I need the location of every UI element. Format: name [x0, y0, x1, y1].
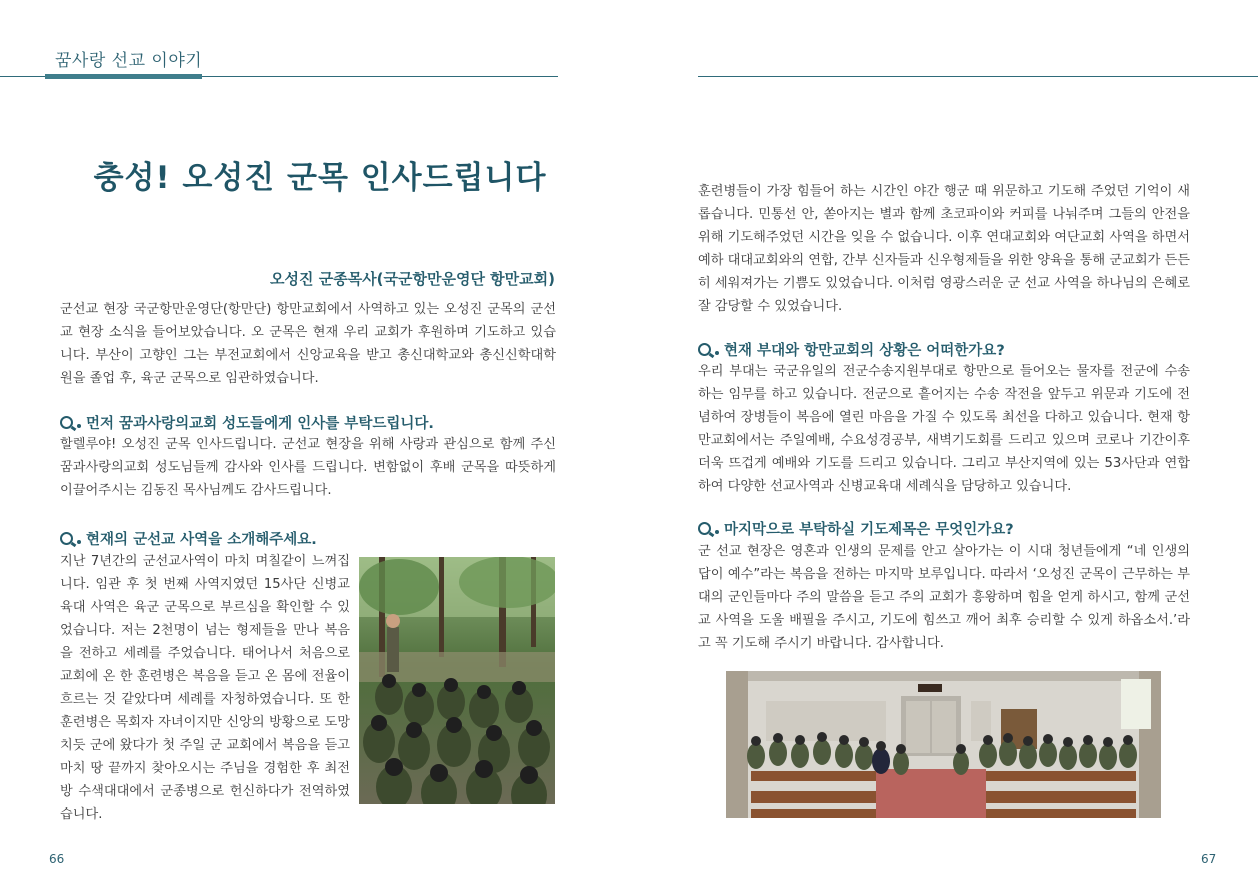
answer-2: 지난 7년간의 군선교사역이 마치 며칠같이 느껴집니다. 임관 후 첫 번째 사역지였던 15사단 신병교육대 사역은 육군 군목으로 부르심을 확인할 수 있었습니다. 저는 2천명이 넘는 형제들을 만나 복음을 전하고 세례를 주었습니다. 태어나서 처음으로 교회에 온 한 훈련병은 복음을 듣고 온 몸에 전율이 흐르는 것 같았다며 세례를 자청하였습니다. 또 한 훈련병은 목회자 자녀이지만 신앙의 방황으로 도망치듯 군에 왔다가 첫 주일 군 교회에서 복음을 듣고 마치 땅 끝까지 찾아오시는 주님을 경험한 후 최전방 수색대대에서 군종병으로 헌신하다가 전역하였습니다. [60, 554, 350, 822]
soldiers-outdoor-photo-image [359, 557, 555, 804]
question-2 [60, 528, 317, 549]
intro-paragraph: 군선교 현장 국군항만운영단(항만단) 항만교회에서 사역하고 있는 오성진 군목의 군선교 현장 소식을 들어보았습니다. 오 군목은 현재 우리 교회가 후원하며 기도하고 있습니다. 부산이 고향인 그는 부전교회에서 신앙교육을 받고 총신대학교와 총신신학대학원을 졸업 후, 육군 군목으로 임관하였습니다. [60, 302, 556, 386]
question-1-text: 먼저 꿈과사랑의교회 성도들에게 인사를 부탁드립니다. [86, 416, 434, 432]
answer-2-continued: 훈련병들이 가장 힘들어 하는 시간인 야간 행군 때 위문하고 기도해 주었던 기억이 새롭습니다. 민통선 안, 쏟아지는 별과 함께 초코파이와 커피를 나눠주며 그들의 안전을 위해 기도해주었던 시간을 잊을 수 없습니다. 이후 연대교회와 여단교회 사역을 하면서 예하 대대교회와의 연합, 간부 신자들과 신우형제들을 위한 양육을 통해 군교회가 든든히 세워져가는 기쁨도 있었습니다. 이처럼 영광스러운 군 선교 사역을 하나님의 은혜로 잘 감당할 수 있었습니다. [698, 184, 1190, 314]
article-subtitle: 오성진 군종목사(국군항만운영단 항만교회) [270, 270, 555, 288]
answer-4: 군 선교 현장은 영혼과 인생의 문제를 안고 살아가는 이 시대 청년들에게 “네 인생의 답이 예수”라는 복음을 전하는 마지막 보루입니다. 따라서 ‘오성진 군목이 근무하는 부대의 군인들마다 주의 말씀을 듣고 주의 교회가 흥왕하며 힘을 얻게 하시고, 함께 군선교 사역을 도울 배필을 주시고, 기도에 힘쓰고 깨어 최후 승리할 수 있게 하옵소서.’라고 꼭 기도해 주시기 바랍니다. 감사합니다. [698, 544, 1190, 651]
question-2-text: 현재의 군선교 사역을 소개해주세요. [86, 532, 317, 548]
question-4-text: 마지막으로 부탁하실 기도제목은 무엇인가요? [724, 522, 1014, 538]
answer-3: 우리 부대는 국군유일의 전군수송지원부대로 항만으로 들어오는 물자를 전군에 수송하는 임무를 하고 있습니다. 전군으로 흩어지는 수송 작전을 앞두고 위문과 기도에 전념하여 장병들이 복음에 열린 마음을 가질 수 있도록 최선을 다하고 있습니다. 현재 항만교회에서는 주일예배, 수요성경공부, 새벽기도회를 드리고 있으며 코로나 기간이후 더욱 뜨겁게 예배와 기도를 드리고 있습니다. 그리고 부산지역에 있는 53사단과 연합하여 다양한 선교사역과 신병교육대 세례식을 담당하고 있습니다. [698, 364, 1190, 494]
chapel-group-photo [726, 671, 1161, 818]
answer-1: 할렐루야! 오성진 군목 인사드립니다. 군선교 현장을 위해 사랑과 관심으로 함께 주신 꿈과사랑의교회 성도님들께 감사와 인사를 드립니다. 변함없이 후배 군목을 따뜻하게 이끌어주시는 김동진 목사님께도 감사드립니다. [60, 437, 556, 498]
soldiers-outdoor-photo [359, 557, 555, 804]
question-4 [698, 518, 1014, 539]
q-dot [77, 424, 81, 428]
q-icon [60, 416, 73, 429]
q-dot [715, 530, 719, 534]
question-3-text: 현재 부대와 항만교회의 상황은 어떠한가요? [724, 343, 1005, 359]
question-1 [60, 412, 434, 433]
page-number-right: 67 [1201, 852, 1217, 866]
section-header: 꿈사랑 선교 이야기 [55, 51, 203, 71]
page-number-left: 66 [49, 852, 65, 866]
q-dot [77, 540, 81, 544]
q-icon [698, 522, 711, 535]
question-3 [698, 339, 1005, 360]
chapel-group-photo-image [726, 671, 1161, 818]
article-title: 충성! 오성진 군목 인사드립니다 [93, 160, 547, 196]
q-icon [60, 532, 73, 545]
q-icon [698, 343, 711, 356]
header-rule-right [698, 76, 1258, 77]
header-rule-tab [45, 74, 202, 79]
q-dot [715, 351, 719, 355]
